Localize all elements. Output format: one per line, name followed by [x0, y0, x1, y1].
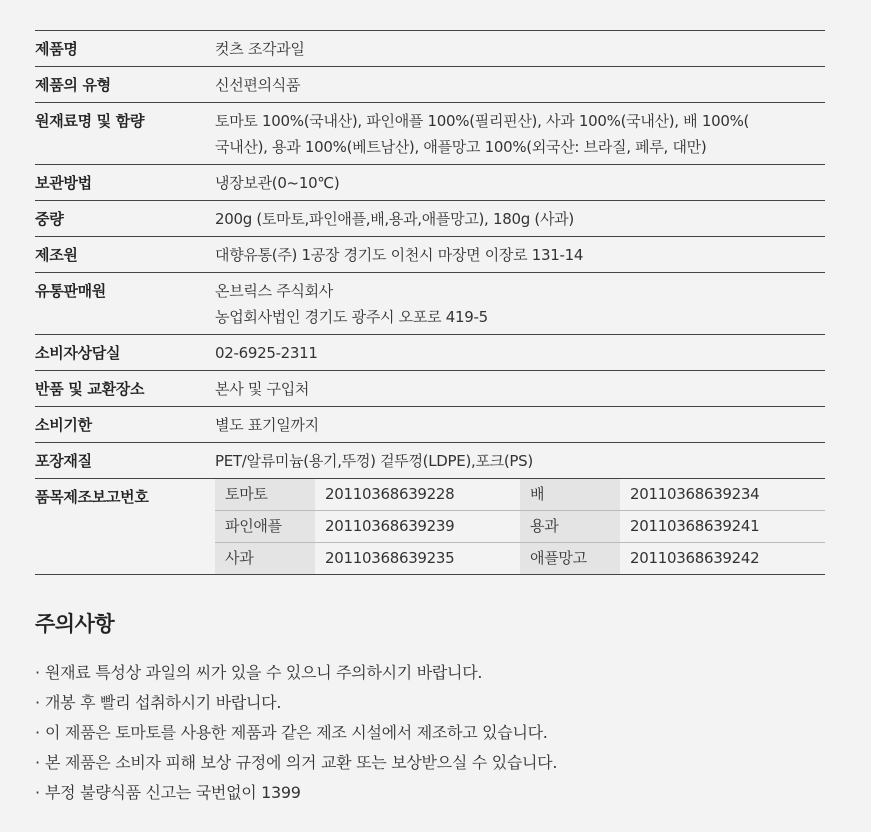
bullet: · — [35, 783, 40, 802]
caution-list — [35, 658, 835, 808]
info-row-manufacturer — [35, 237, 825, 273]
item-name: 배 — [520, 479, 620, 511]
caution-text: 부정 불량식품 신고는 국번없이 1399 — [45, 783, 301, 802]
row-value: 신선편의식품 — [215, 67, 825, 103]
info-row-distributor — [35, 273, 825, 335]
row-label: 제품의 유형 — [35, 67, 215, 103]
item-number: 20110368639235 — [325, 549, 455, 567]
info-row-expiry — [35, 407, 825, 443]
row-label: 소비기한 — [35, 407, 215, 443]
row-label: 유통판매원 — [35, 273, 215, 335]
bullet: · — [35, 753, 40, 772]
info-row-product-type — [35, 67, 825, 103]
info-row-weight — [35, 201, 825, 237]
row-label: 반품 및 교환장소 — [35, 371, 215, 407]
info-row-ingredients — [35, 103, 825, 165]
row-value: 컷츠 조각과일 — [215, 31, 825, 67]
registration-row — [215, 543, 825, 575]
caution-text: 원재료 특성상 과일의 씨가 있을 수 있으니 주의하시기 바랍니다. — [45, 663, 483, 682]
registration-row — [215, 511, 825, 543]
row-value — [215, 103, 825, 165]
row-label: 제품명 — [35, 31, 215, 67]
row-label: 소비자상담실 — [35, 335, 215, 371]
item-name: 애플망고 — [520, 543, 620, 575]
item-name: 사과 — [215, 543, 315, 575]
item-number: 20110368639228 — [315, 479, 520, 511]
row-value: 냉장보관(0~10℃) — [215, 165, 825, 201]
caution-text: 이 제품은 토마토를 사용한 제품과 같은 제조 시설에서 제조하고 있습니다. — [45, 723, 548, 742]
value-line: 국내산), 용과 100%(베트남산), 애플망고 100%(외국산: 브라질, 페루, 대만) — [215, 138, 707, 156]
row-label: 중량 — [35, 201, 215, 237]
registration-cell — [215, 479, 825, 575]
caution-item — [35, 778, 835, 808]
item-number: 20110368639239 — [315, 511, 520, 543]
row-value: 본사 및 구입처 — [215, 371, 825, 407]
info-row-customer-service — [35, 335, 825, 371]
product-info-section — [35, 30, 825, 575]
caution-item — [35, 748, 835, 778]
item-name: 토마토 — [215, 479, 315, 511]
caution-item — [35, 658, 835, 688]
info-row-packaging — [35, 443, 825, 479]
caution-item — [35, 688, 835, 718]
bullet: · — [35, 663, 40, 682]
row-value — [215, 273, 825, 335]
product-info-table — [35, 30, 825, 575]
info-row-product-name — [35, 31, 825, 67]
row-label: 제조원 — [35, 237, 215, 273]
row-label: 원재료명 및 함량 — [35, 103, 215, 165]
row-label: 품목제조보고번호 — [35, 479, 215, 575]
row-value: 별도 표기일까지 — [215, 407, 825, 443]
bullet: · — [35, 723, 40, 742]
row-value: 대향유통(주) 1공장 경기도 이천시 마장면 이장로 131-14 — [215, 237, 825, 273]
value-line: 농업회사법인 경기도 광주시 오포로 419-5 — [215, 308, 488, 326]
caution-text: 본 제품은 소비자 피해 보상 규정에 의거 교환 또는 보상받으실 수 있습니다. — [45, 753, 558, 772]
caution-text: 개봉 후 빨리 섭취하시기 바랍니다. — [45, 693, 282, 712]
row-label: 보관방법 — [35, 165, 215, 201]
item-number: 20110368639242 — [630, 549, 760, 567]
value-line: 온브릭스 주식회사 — [215, 282, 333, 300]
row-value: PET/알류미늄(용기,뚜껑) 겉뚜껑(LDPE),포크(PS) — [215, 443, 825, 479]
registration-table — [215, 479, 825, 574]
value-line: 토마토 100%(국내산), 파인애플 100%(필리핀산), 사과 100%(국내산), 배 100%( — [215, 112, 750, 130]
item-name: 용과 — [520, 511, 620, 543]
caution-title: 주의사항 — [35, 612, 115, 636]
caution-section — [35, 608, 835, 808]
item-number: 20110368639241 — [620, 511, 825, 543]
item-name: 파인애플 — [215, 511, 315, 543]
caution-item — [35, 718, 835, 748]
row-value: 200g (토마토,파인애플,배,용과,애플망고), 180g (사과) — [215, 201, 825, 237]
registration-row — [215, 479, 825, 511]
info-row-storage — [35, 165, 825, 201]
info-row-return-place — [35, 371, 825, 407]
row-label: 포장재질 — [35, 443, 215, 479]
info-row-registration — [35, 479, 825, 575]
item-number: 20110368639234 — [620, 479, 825, 511]
bullet: · — [35, 693, 40, 712]
row-value: 02-6925-2311 — [215, 335, 825, 371]
